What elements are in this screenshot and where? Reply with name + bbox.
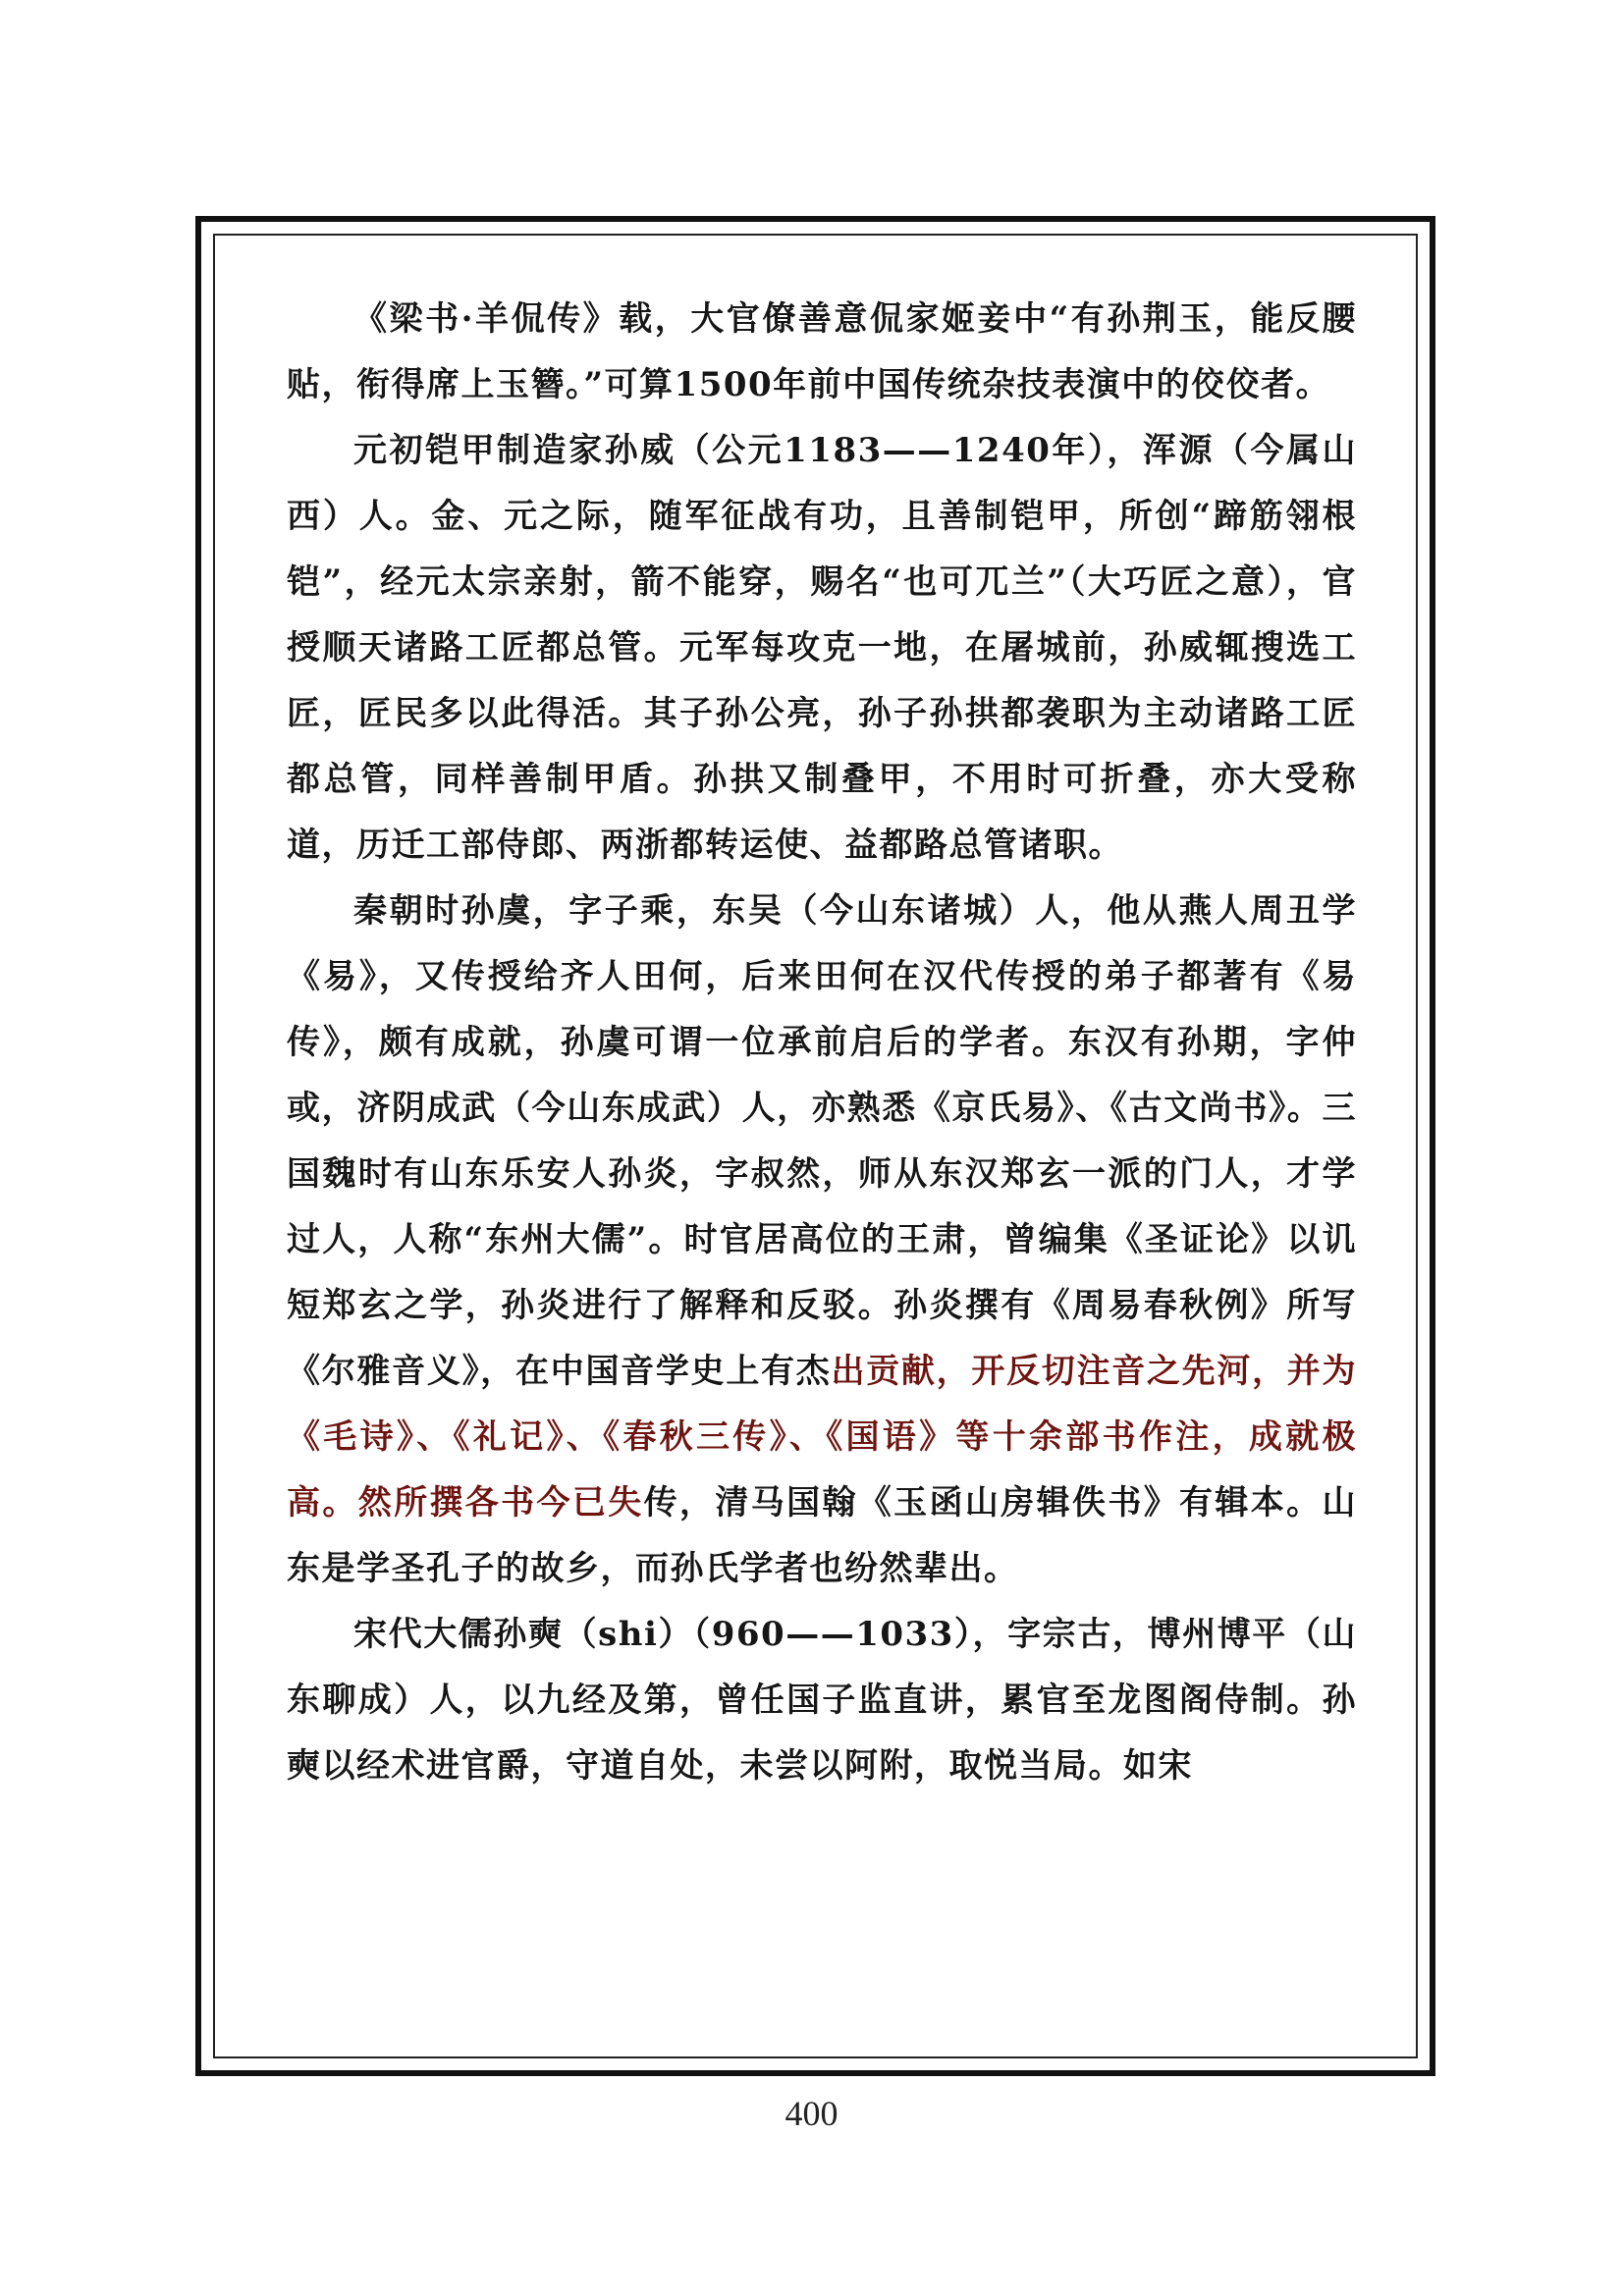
paragraph-sun-shi: 宋代大儒孙奭（shi）（960——1033），字宗古，博州博平（山东聊成）人，以九经及第，曾任国子监直讲，累官至龙图阁侍制。孙奭以经术进官爵，守道自处，未尝以阿附，取悦当局。如宋 [287,1615,1357,1786]
paragraph-sun-yu-highlighted: 出贡献，开反切注音之先河，并为《毛诗》、《礼记》、《春秋三传》、《国语》等十余部书作注，成就极高。然所撰各书今已失 [287,1352,1358,1522]
paragraph-liang-shu: 《梁书·羊侃传》载，大官僚善意侃家姬妾中“有孙荆玉，能反腰贴，衔得席上玉簪。”可算1500年前中国传统杂技表演中的佼佼者。 [287,299,1357,404]
body-text [287,287,1357,1799]
paragraph-sun-yu-part-1: 秦朝时孙虞，字子乘，东吴（今山东诸城）人，他从燕人周丑学《易》，又传授给齐人田何，后来田何在汉代传授的弟子都著有《易传》，颇有成就，孙虞可谓一位承前启后的学者。东汉有孙期，字仲或，济阴成武（今山东成武）人，亦熟悉《京氏易》、《古文尚书》。三国魏时有山东乐安人孙炎，字叔然，师从东汉郑玄一派的门人，才学过人，人称“东州大儒”。时官居高位的王肃，曾编集《圣证论》以讥短郑玄之学，孙炎进行了解释和反驳。孙炎撰有《周易春秋例》所写《尔雅音义》，在中国音学史上有杰 [287,891,1357,1391]
paragraph-sun-yu-part-2: 传，清马国翰《玉函山房辑佚书》有辑本。山东是学圣孔子的故乡，而孙氏学者也纷然辈出。 [287,1483,1358,1588]
paragraph-sun-yu [287,879,1357,1602]
page-number: 400 [784,2094,839,2133]
paragraph-sun-wei: 元初铠甲制造家孙威（公元1183——1240年），浑源（今属山西）人。金、元之际，随军征战有功，且善制铠甲，所创“蹄筋翎根铠”，经元太宗亲射，箭不能穿，赐名“也可兀兰”（大巧匠之意），官授顺天诸路工匠都总管。元军每攻克一地，在屠城前，孙威辄搜选工匠，匠民多以此得活。其子孙公亮，孙子孙拱都袭职为主动诸路工匠都总管，同样善制甲盾。孙拱又制叠甲，不用时可折叠，亦大受称道，历迁工部侍郎、两浙都转运使、益都路总管诸职。 [287,431,1357,865]
